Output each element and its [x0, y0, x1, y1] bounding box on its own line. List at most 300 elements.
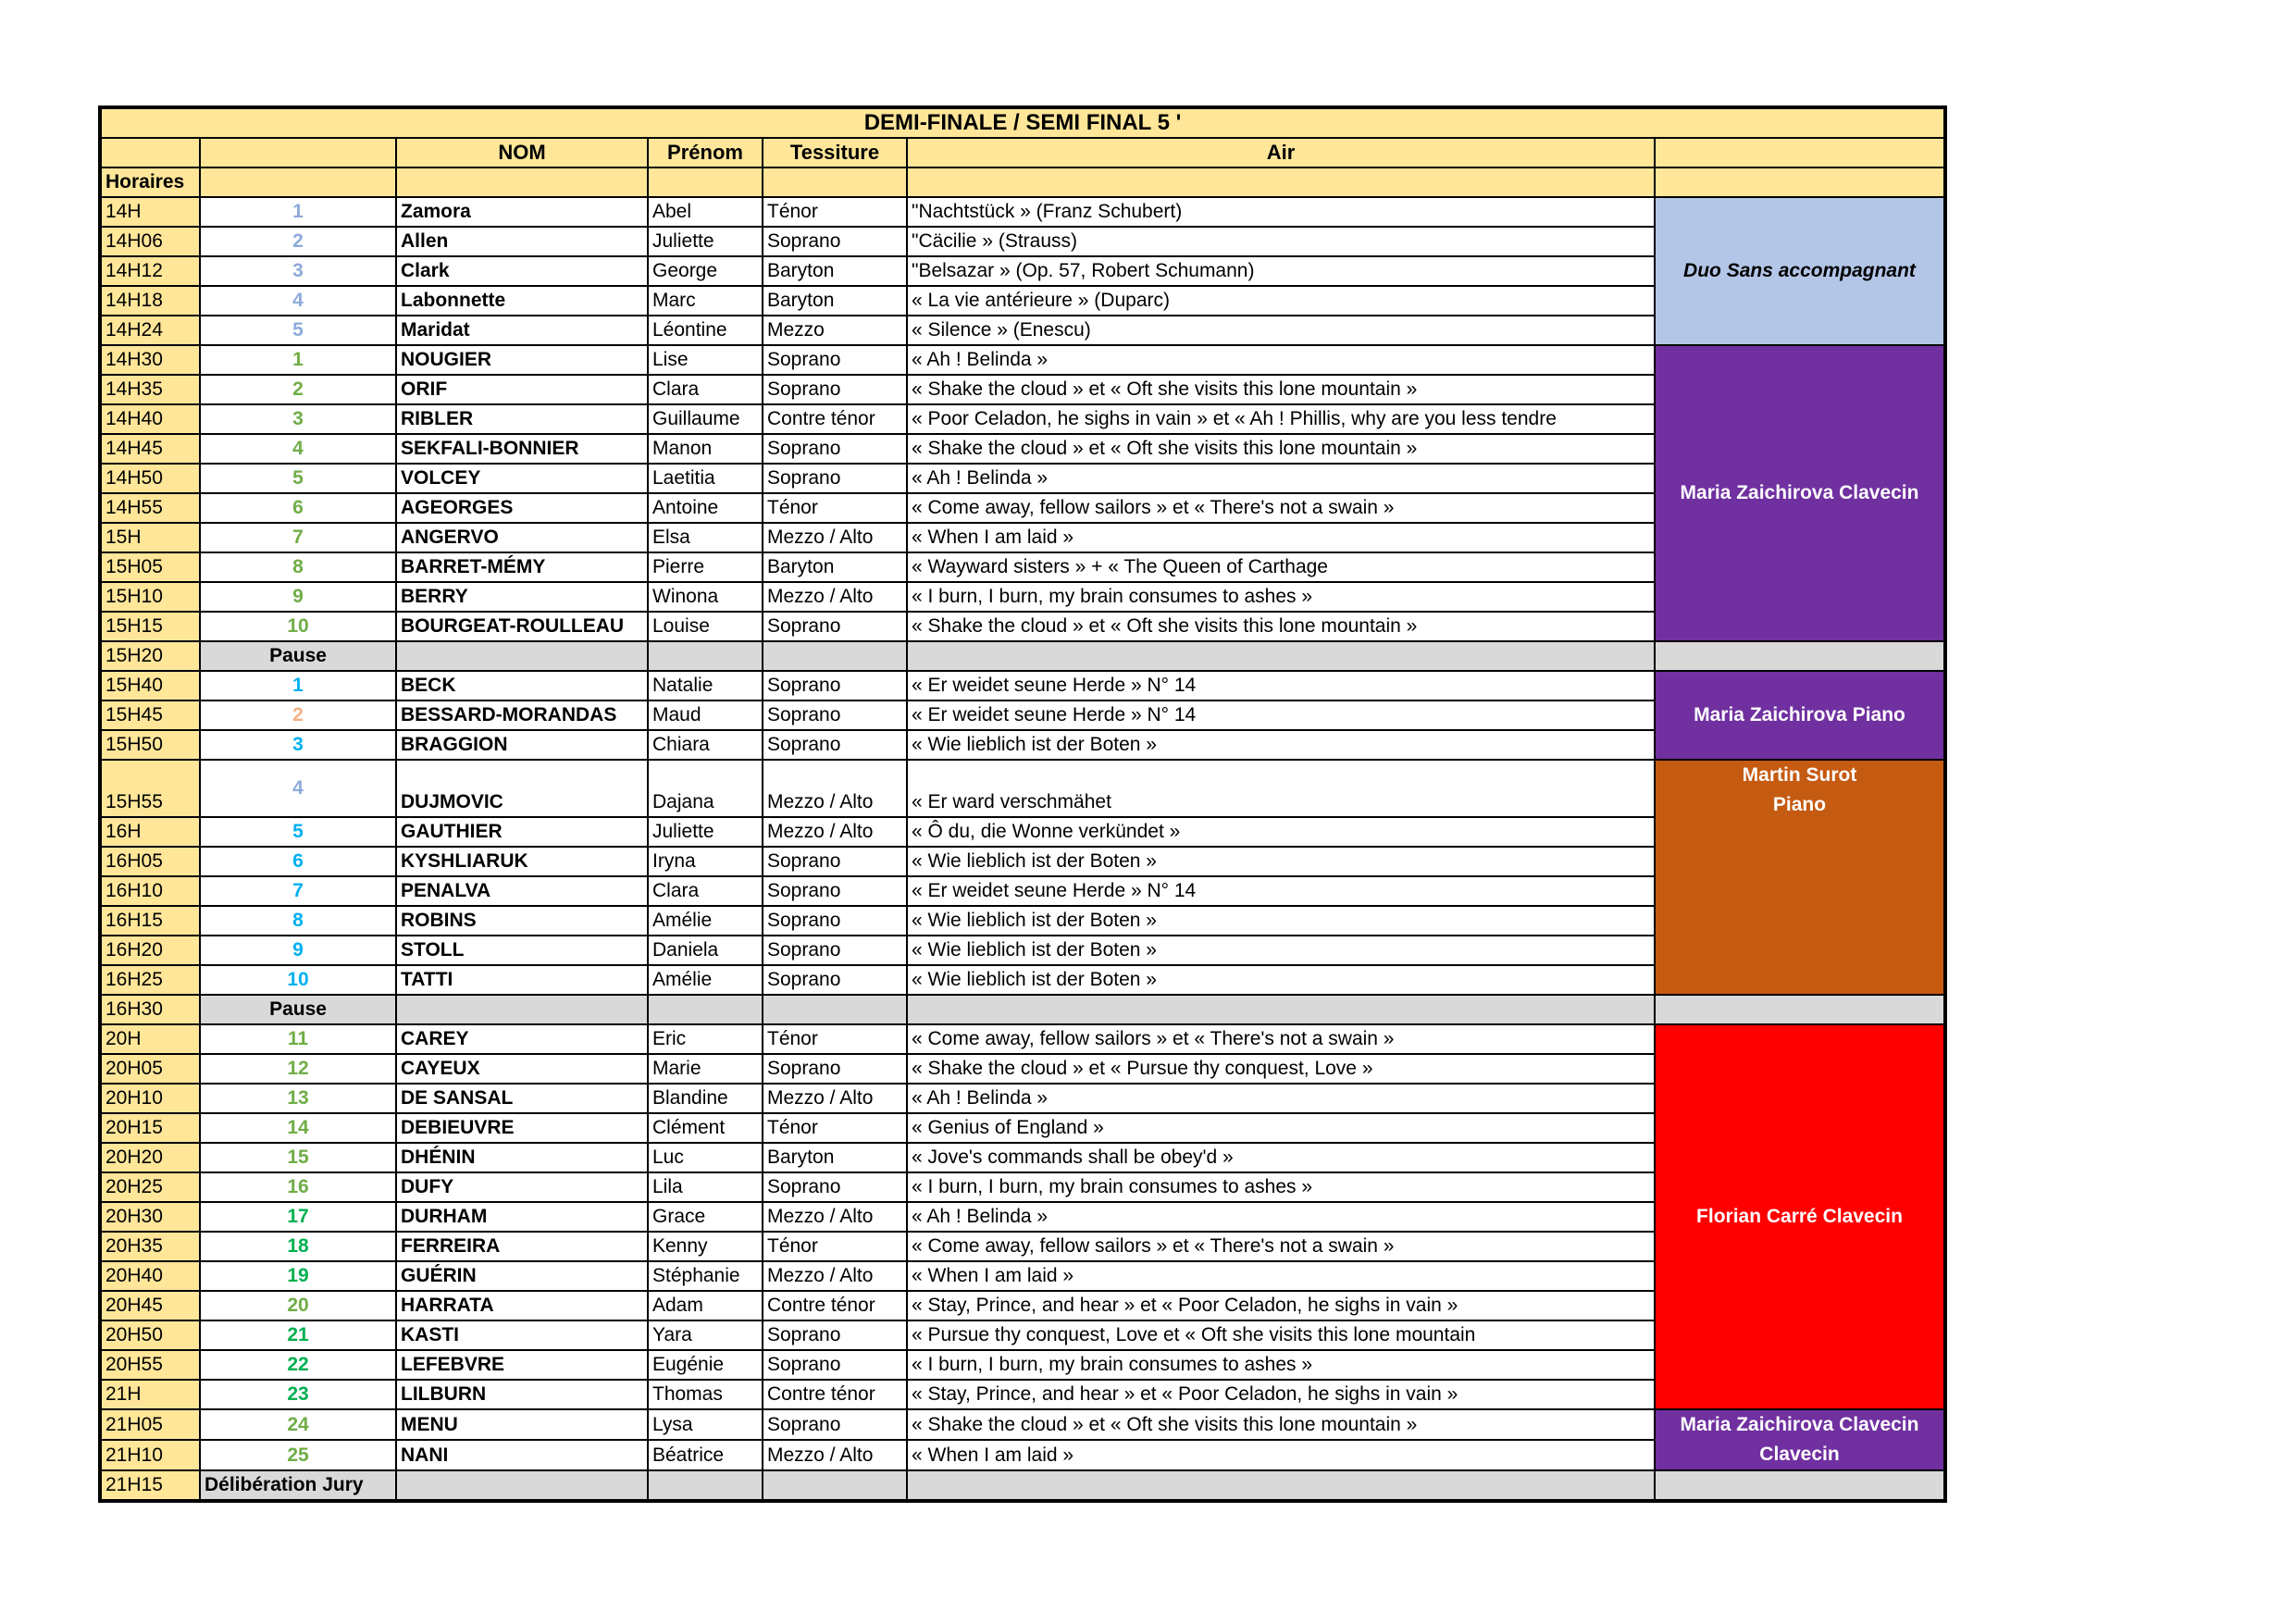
- candidate-number: 3: [200, 730, 396, 760]
- time-cell: 14H24: [100, 316, 200, 345]
- pause-empty-cell: [396, 641, 648, 671]
- candidate-last-name: GAUTHIER: [396, 817, 648, 847]
- aria-title: « Wie lieblich ist der Boten »: [907, 906, 1655, 936]
- candidate-number: 3: [200, 256, 396, 286]
- candidate-last-name: BESSARD-MORANDAS: [396, 700, 648, 730]
- horaires-empty: [200, 167, 396, 197]
- candidate-last-name: DEBIEUVRE: [396, 1113, 648, 1143]
- accompanist-cell: [1655, 760, 1945, 995]
- time-cell: 14H: [100, 197, 200, 227]
- candidate-voice-type: Soprano: [763, 906, 907, 936]
- candidate-first-name: Eugénie: [648, 1350, 763, 1380]
- candidate-voice-type: Contre ténor: [763, 1380, 907, 1409]
- candidate-voice-type: Soprano: [763, 1320, 907, 1350]
- accompanist-cell: [1655, 1409, 1945, 1470]
- candidate-number: 7: [200, 523, 396, 552]
- candidate-first-name: Pierre: [648, 552, 763, 582]
- candidate-last-name: Labonnette: [396, 286, 648, 316]
- candidate-first-name: Lise: [648, 345, 763, 375]
- candidate-voice-type: Soprano: [763, 1172, 907, 1202]
- candidate-last-name: DHÉNIN: [396, 1143, 648, 1172]
- aria-title: « Silence » (Enescu): [907, 316, 1655, 345]
- header-prenom: Prénom: [648, 138, 763, 167]
- candidate-first-name: Lila: [648, 1172, 763, 1202]
- candidate-number: 1: [200, 197, 396, 227]
- candidate-voice-type: Contre ténor: [763, 404, 907, 434]
- candidate-number: 15: [200, 1143, 396, 1172]
- time-cell: 21H15: [100, 1470, 200, 1501]
- candidate-first-name: Iryna: [648, 847, 763, 876]
- candidate-last-name: KASTI: [396, 1320, 648, 1350]
- candidate-last-name: BRAGGION: [396, 730, 648, 760]
- aria-title: « Shake the cloud » et « Pursue thy conquest, Love »: [907, 1054, 1655, 1084]
- aria-title: « Wie lieblich ist der Boten »: [907, 965, 1655, 995]
- candidate-voice-type: Soprano: [763, 345, 907, 375]
- pause-empty-cell: [907, 641, 1655, 671]
- candidate-last-name: Allen: [396, 227, 648, 256]
- schedule-row: [100, 760, 1945, 817]
- candidate-voice-type: Mezzo / Alto: [763, 760, 907, 817]
- candidate-last-name: DE SANSAL: [396, 1084, 648, 1113]
- candidate-last-name: BARRET-MÉMY: [396, 552, 648, 582]
- candidate-number: 20: [200, 1291, 396, 1320]
- candidate-last-name: RIBLER: [396, 404, 648, 434]
- time-cell: 15H40: [100, 671, 200, 700]
- candidate-last-name: Zamora: [396, 197, 648, 227]
- candidate-last-name: NANI: [396, 1440, 648, 1470]
- aria-title: « I burn, I burn, my brain consumes to ashes »: [907, 1350, 1655, 1380]
- candidate-voice-type: Mezzo / Alto: [763, 582, 907, 612]
- candidate-last-name: BECK: [396, 671, 648, 700]
- header-empty-time: [100, 138, 200, 167]
- candidate-last-name: FERREIRA: [396, 1232, 648, 1261]
- time-cell: 21H: [100, 1380, 200, 1409]
- candidate-first-name: Amélie: [648, 906, 763, 936]
- time-cell: 21H05: [100, 1409, 200, 1440]
- candidate-first-name: Stéphanie: [648, 1261, 763, 1291]
- aria-title: « Poor Celadon, he sighs in vain » et « Ah ! Phillis, why are you less tendre: [907, 404, 1655, 434]
- jury-empty-cell: [648, 1470, 763, 1501]
- aria-title: « Shake the cloud » et « Oft she visits this lone mountain »: [907, 375, 1655, 404]
- aria-title: "Cäcilie » (Strauss): [907, 227, 1655, 256]
- candidate-last-name: LEFEBVRE: [396, 1350, 648, 1380]
- candidate-last-name: DURHAM: [396, 1202, 648, 1232]
- accompanist-name: Maria Zaichirova Piano: [1694, 704, 1905, 725]
- jury-empty-cell: [763, 1470, 907, 1501]
- candidate-voice-type: Mezzo / Alto: [763, 1440, 907, 1470]
- candidate-number: 8: [200, 552, 396, 582]
- schedule-row: [100, 671, 1945, 700]
- candidate-voice-type: Soprano: [763, 876, 907, 906]
- candidate-voice-type: Ténor: [763, 1232, 907, 1261]
- candidate-last-name: GUÉRIN: [396, 1261, 648, 1291]
- time-cell: 21H10: [100, 1440, 200, 1470]
- candidate-last-name: ORIF: [396, 375, 648, 404]
- horaires-empty: [1655, 167, 1945, 197]
- candidate-voice-type: Soprano: [763, 612, 907, 641]
- candidate-first-name: Blandine: [648, 1084, 763, 1113]
- candidate-number: 1: [200, 345, 396, 375]
- pause-label: Pause: [200, 641, 396, 671]
- candidate-number: 17: [200, 1202, 396, 1232]
- candidate-last-name: NOUGIER: [396, 345, 648, 375]
- schedule-row: [100, 641, 1945, 671]
- time-cell: 16H15: [100, 906, 200, 936]
- aria-title: « Er weidet seune Herde » N° 14: [907, 700, 1655, 730]
- aria-title: « Er weidet seune Herde » N° 14: [907, 876, 1655, 906]
- accompanist-cell: [1655, 197, 1945, 345]
- horaires-empty: [763, 167, 907, 197]
- candidate-voice-type: Baryton: [763, 1143, 907, 1172]
- candidate-number: 21: [200, 1320, 396, 1350]
- candidate-number: 14: [200, 1113, 396, 1143]
- time-cell: 14H50: [100, 464, 200, 493]
- candidate-last-name: BOURGEAT-ROULLEAU: [396, 612, 648, 641]
- time-cell: 15H50: [100, 730, 200, 760]
- aria-title: « Ah ! Belinda »: [907, 1202, 1655, 1232]
- candidate-number: 22: [200, 1350, 396, 1380]
- candidate-last-name: CAREY: [396, 1024, 648, 1054]
- candidate-last-name: DUJMOVIC: [396, 760, 648, 817]
- candidate-number: 12: [200, 1054, 396, 1084]
- candidate-voice-type: Ténor: [763, 1024, 907, 1054]
- candidate-last-name: KYSHLIARUK: [396, 847, 648, 876]
- candidate-first-name: Juliette: [648, 227, 763, 256]
- candidate-first-name: Winona: [648, 582, 763, 612]
- aria-title: « Stay, Prince, and hear » et « Poor Celadon, he sighs in vain »: [907, 1291, 1655, 1320]
- candidate-voice-type: Mezzo / Alto: [763, 1202, 907, 1232]
- candidate-first-name: Luc: [648, 1143, 763, 1172]
- time-cell: 20H50: [100, 1320, 200, 1350]
- candidate-last-name: PENALVA: [396, 876, 648, 906]
- candidate-number: 8: [200, 906, 396, 936]
- horaires-empty: [396, 167, 648, 197]
- time-cell: 20H35: [100, 1232, 200, 1261]
- horaires-row: [100, 167, 1945, 197]
- candidate-voice-type: Soprano: [763, 375, 907, 404]
- time-cell: 14H35: [100, 375, 200, 404]
- candidate-number: 7: [200, 876, 396, 906]
- time-cell: 15H05: [100, 552, 200, 582]
- candidate-number: 3: [200, 404, 396, 434]
- candidate-first-name: Lysa: [648, 1409, 763, 1440]
- candidate-number: 18: [200, 1232, 396, 1261]
- accompanist-name: Martin Surot Piano: [1742, 764, 1857, 815]
- aria-title: « Come away, fellow sailors » et « There's not a swain »: [907, 493, 1655, 523]
- candidate-first-name: Daniela: [648, 936, 763, 965]
- candidate-number: 9: [200, 582, 396, 612]
- accompanist-cell: [1655, 345, 1945, 641]
- aria-title: « Jove's commands shall be obey'd »: [907, 1143, 1655, 1172]
- aria-title: « I burn, I burn, my brain consumes to ashes »: [907, 582, 1655, 612]
- title-row: [100, 107, 1945, 138]
- time-cell: 15H20: [100, 641, 200, 671]
- pause-empty-cell: [907, 995, 1655, 1024]
- pause-empty-cell: [763, 995, 907, 1024]
- aria-title: « Come away, fellow sailors » et « There's not a swain »: [907, 1024, 1655, 1054]
- candidate-voice-type: Soprano: [763, 464, 907, 493]
- pause-label: Pause: [200, 995, 396, 1024]
- time-cell: 20H20: [100, 1143, 200, 1172]
- time-cell: 15H15: [100, 612, 200, 641]
- candidate-voice-type: Ténor: [763, 493, 907, 523]
- time-cell: 20H05: [100, 1054, 200, 1084]
- accompanist-cell: [1655, 671, 1945, 760]
- candidate-voice-type: Mezzo / Alto: [763, 523, 907, 552]
- candidate-number: 10: [200, 612, 396, 641]
- candidate-voice-type: Soprano: [763, 671, 907, 700]
- candidate-last-name: SEKFALI-BONNIER: [396, 434, 648, 464]
- time-cell: 14H30: [100, 345, 200, 375]
- candidate-last-name: LILBURN: [396, 1380, 648, 1409]
- candidate-number: 16: [200, 1172, 396, 1202]
- time-cell: 14H40: [100, 404, 200, 434]
- aria-title: « Come away, fellow sailors » et « There's not a swain »: [907, 1232, 1655, 1261]
- candidate-number: 6: [200, 847, 396, 876]
- candidate-number: 4: [200, 434, 396, 464]
- header-tessiture: Tessiture: [763, 138, 907, 167]
- time-cell: 15H: [100, 523, 200, 552]
- candidate-first-name: Yara: [648, 1320, 763, 1350]
- time-cell: 20H55: [100, 1350, 200, 1380]
- aria-title: "Belsazar » (Op. 57, Robert Schumann): [907, 256, 1655, 286]
- candidate-last-name: ROBINS: [396, 906, 648, 936]
- candidate-last-name: ANGERVO: [396, 523, 648, 552]
- candidate-number: 2: [200, 227, 396, 256]
- candidate-number: 19: [200, 1261, 396, 1291]
- time-cell: 16H30: [100, 995, 200, 1024]
- header-nom: NOM: [396, 138, 648, 167]
- candidate-last-name: VOLCEY: [396, 464, 648, 493]
- candidate-number: 2: [200, 375, 396, 404]
- time-cell: 16H25: [100, 965, 200, 995]
- candidate-voice-type: Mezzo / Alto: [763, 817, 907, 847]
- candidate-first-name: Adam: [648, 1291, 763, 1320]
- candidate-number: 25: [200, 1440, 396, 1470]
- aria-title: « When I am laid »: [907, 1440, 1655, 1470]
- time-cell: 16H: [100, 817, 200, 847]
- candidate-number: 4: [200, 286, 396, 316]
- pause-empty-cell: [1655, 995, 1945, 1024]
- candidate-first-name: Natalie: [648, 671, 763, 700]
- candidate-number: 24: [200, 1409, 396, 1440]
- candidate-first-name: Laetitia: [648, 464, 763, 493]
- jury-empty-cell: [1655, 1470, 1945, 1501]
- candidate-voice-type: Baryton: [763, 256, 907, 286]
- candidate-last-name: MENU: [396, 1409, 648, 1440]
- candidate-voice-type: Mezzo / Alto: [763, 1084, 907, 1113]
- schedule-row: [100, 345, 1945, 375]
- time-cell: 16H10: [100, 876, 200, 906]
- candidate-voice-type: Soprano: [763, 1409, 907, 1440]
- time-cell: 20H10: [100, 1084, 200, 1113]
- candidate-number: 6: [200, 493, 396, 523]
- candidate-number: 10: [200, 965, 396, 995]
- candidate-first-name: George: [648, 256, 763, 286]
- accompanist-name: Duo Sans accompagnant: [1683, 260, 1916, 281]
- candidate-first-name: Léontine: [648, 316, 763, 345]
- pause-empty-cell: [648, 995, 763, 1024]
- candidate-number: 11: [200, 1024, 396, 1054]
- aria-title: « When I am laid »: [907, 1261, 1655, 1291]
- time-cell: 14H18: [100, 286, 200, 316]
- candidate-first-name: Clara: [648, 375, 763, 404]
- candidate-number: 5: [200, 817, 396, 847]
- aria-title: « Shake the cloud » et « Oft she visits this lone mountain »: [907, 1409, 1655, 1440]
- time-cell: 20H45: [100, 1291, 200, 1320]
- candidate-first-name: Thomas: [648, 1380, 763, 1409]
- aria-title: « Ô du, die Wonne verkündet »: [907, 817, 1655, 847]
- candidate-last-name: BERRY: [396, 582, 648, 612]
- aria-title: « Wayward sisters » + « The Queen of Carthage: [907, 552, 1655, 582]
- candidate-number: 5: [200, 464, 396, 493]
- candidate-voice-type: Baryton: [763, 552, 907, 582]
- aria-title: « Genius of England »: [907, 1113, 1655, 1143]
- candidate-first-name: Kenny: [648, 1232, 763, 1261]
- time-cell: 20H40: [100, 1261, 200, 1291]
- aria-title: « La vie antérieure » (Duparc): [907, 286, 1655, 316]
- candidate-voice-type: Soprano: [763, 1054, 907, 1084]
- schedule-row: [100, 1409, 1945, 1440]
- candidate-first-name: Manon: [648, 434, 763, 464]
- jury-empty-cell: [396, 1470, 648, 1501]
- candidate-voice-type: Ténor: [763, 197, 907, 227]
- accompanist-name: Maria Zaichirova Clavecin Clavecin: [1680, 1414, 1919, 1465]
- time-cell: 14H12: [100, 256, 200, 286]
- candidate-voice-type: Soprano: [763, 936, 907, 965]
- aria-title: « Ah ! Belinda »: [907, 1084, 1655, 1113]
- header-empty-acc: [1655, 138, 1945, 167]
- time-cell: 20H25: [100, 1172, 200, 1202]
- candidate-number: 4: [200, 760, 396, 817]
- candidate-first-name: Elsa: [648, 523, 763, 552]
- time-cell: 15H55: [100, 760, 200, 817]
- aria-title: « Shake the cloud » et « Oft she visits this lone mountain »: [907, 434, 1655, 464]
- pause-empty-cell: [396, 995, 648, 1024]
- candidate-number: 1: [200, 671, 396, 700]
- candidate-first-name: Clara: [648, 876, 763, 906]
- candidate-first-name: Chiara: [648, 730, 763, 760]
- header-row: [100, 138, 1945, 167]
- candidate-first-name: Guillaume: [648, 404, 763, 434]
- candidate-number: 9: [200, 936, 396, 965]
- candidate-voice-type: Mezzo / Alto: [763, 1261, 907, 1291]
- candidate-first-name: Clément: [648, 1113, 763, 1143]
- jury-empty-cell: [907, 1470, 1655, 1501]
- aria-title: « Er weidet seune Herde » N° 14: [907, 671, 1655, 700]
- candidate-first-name: Marc: [648, 286, 763, 316]
- candidate-last-name: STOLL: [396, 936, 648, 965]
- aria-title: « When I am laid »: [907, 523, 1655, 552]
- header-empty-num: [200, 138, 396, 167]
- schedule-row: [100, 995, 1945, 1024]
- schedule-row: [100, 1024, 1945, 1054]
- candidate-last-name: CAYEUX: [396, 1054, 648, 1084]
- time-cell: 16H05: [100, 847, 200, 876]
- accompanist-name: Maria Zaichirova Clavecin: [1680, 482, 1919, 503]
- candidate-number: 13: [200, 1084, 396, 1113]
- candidate-last-name: Clark: [396, 256, 648, 286]
- aria-title: « Wie lieblich ist der Boten »: [907, 936, 1655, 965]
- candidate-number: 23: [200, 1380, 396, 1409]
- candidate-first-name: Eric: [648, 1024, 763, 1054]
- accompanist-cell: [1655, 1024, 1945, 1409]
- candidate-voice-type: Soprano: [763, 965, 907, 995]
- aria-title: « Ah ! Belinda »: [907, 345, 1655, 375]
- candidate-last-name: AGEORGES: [396, 493, 648, 523]
- candidate-first-name: Béatrice: [648, 1440, 763, 1470]
- candidate-voice-type: Soprano: [763, 1350, 907, 1380]
- aria-title: « Er ward verschmähet: [907, 760, 1655, 817]
- candidate-first-name: Antoine: [648, 493, 763, 523]
- candidate-voice-type: Soprano: [763, 700, 907, 730]
- aria-title: "Nachtstück » (Franz Schubert): [907, 197, 1655, 227]
- schedule-row: [100, 197, 1945, 227]
- pause-empty-cell: [763, 641, 907, 671]
- schedule-title: DEMI-FINALE / SEMI FINAL 5 ': [100, 107, 1945, 138]
- schedule-row: [100, 1470, 1945, 1501]
- horaires-empty: [648, 167, 763, 197]
- candidate-voice-type: Soprano: [763, 227, 907, 256]
- candidate-first-name: Maud: [648, 700, 763, 730]
- candidate-voice-type: Baryton: [763, 286, 907, 316]
- candidate-voice-type: Mezzo: [763, 316, 907, 345]
- time-cell: 20H30: [100, 1202, 200, 1232]
- candidate-first-name: Juliette: [648, 817, 763, 847]
- candidate-first-name: Amélie: [648, 965, 763, 995]
- candidate-first-name: Dajana: [648, 760, 763, 817]
- aria-title: « I burn, I burn, my brain consumes to ashes »: [907, 1172, 1655, 1202]
- time-cell: 14H55: [100, 493, 200, 523]
- candidate-first-name: Louise: [648, 612, 763, 641]
- candidate-number: 5: [200, 316, 396, 345]
- aria-title: « Shake the cloud » et « Oft she visits this lone mountain »: [907, 612, 1655, 641]
- candidate-last-name: DUFY: [396, 1172, 648, 1202]
- time-cell: 20H15: [100, 1113, 200, 1143]
- candidate-voice-type: Soprano: [763, 730, 907, 760]
- aria-title: « Pursue thy conquest, Love et « Oft she visits this lone mountain: [907, 1320, 1655, 1350]
- aria-title: « Ah ! Belinda »: [907, 464, 1655, 493]
- time-cell: 14H45: [100, 434, 200, 464]
- semi-final-schedule-table: [98, 105, 1947, 1503]
- header-air: Air: [907, 138, 1655, 167]
- candidate-last-name: HARRATA: [396, 1291, 648, 1320]
- horaires-label: Horaires: [100, 167, 200, 197]
- time-cell: 20H: [100, 1024, 200, 1054]
- candidate-first-name: Marie: [648, 1054, 763, 1084]
- candidate-first-name: Abel: [648, 197, 763, 227]
- time-cell: 15H10: [100, 582, 200, 612]
- jury-deliberation-label: Délibération Jury: [200, 1470, 396, 1501]
- candidate-last-name: TATTI: [396, 965, 648, 995]
- candidate-first-name: Grace: [648, 1202, 763, 1232]
- horaires-empty: [907, 167, 1655, 197]
- aria-title: « Wie lieblich ist der Boten »: [907, 730, 1655, 760]
- time-cell: 15H45: [100, 700, 200, 730]
- candidate-voice-type: Soprano: [763, 847, 907, 876]
- candidate-voice-type: Ténor: [763, 1113, 907, 1143]
- accompanist-name: Florian Carré Clavecin: [1696, 1206, 1903, 1227]
- time-cell: 16H20: [100, 936, 200, 965]
- aria-title: « Wie lieblich ist der Boten »: [907, 847, 1655, 876]
- aria-title: « Stay, Prince, and hear » et « Poor Celadon, he sighs in vain »: [907, 1380, 1655, 1409]
- candidate-voice-type: Contre ténor: [763, 1291, 907, 1320]
- candidate-voice-type: Soprano: [763, 434, 907, 464]
- candidate-last-name: Maridat: [396, 316, 648, 345]
- pause-empty-cell: [1655, 641, 1945, 671]
- candidate-number: 2: [200, 700, 396, 730]
- time-cell: 14H06: [100, 227, 200, 256]
